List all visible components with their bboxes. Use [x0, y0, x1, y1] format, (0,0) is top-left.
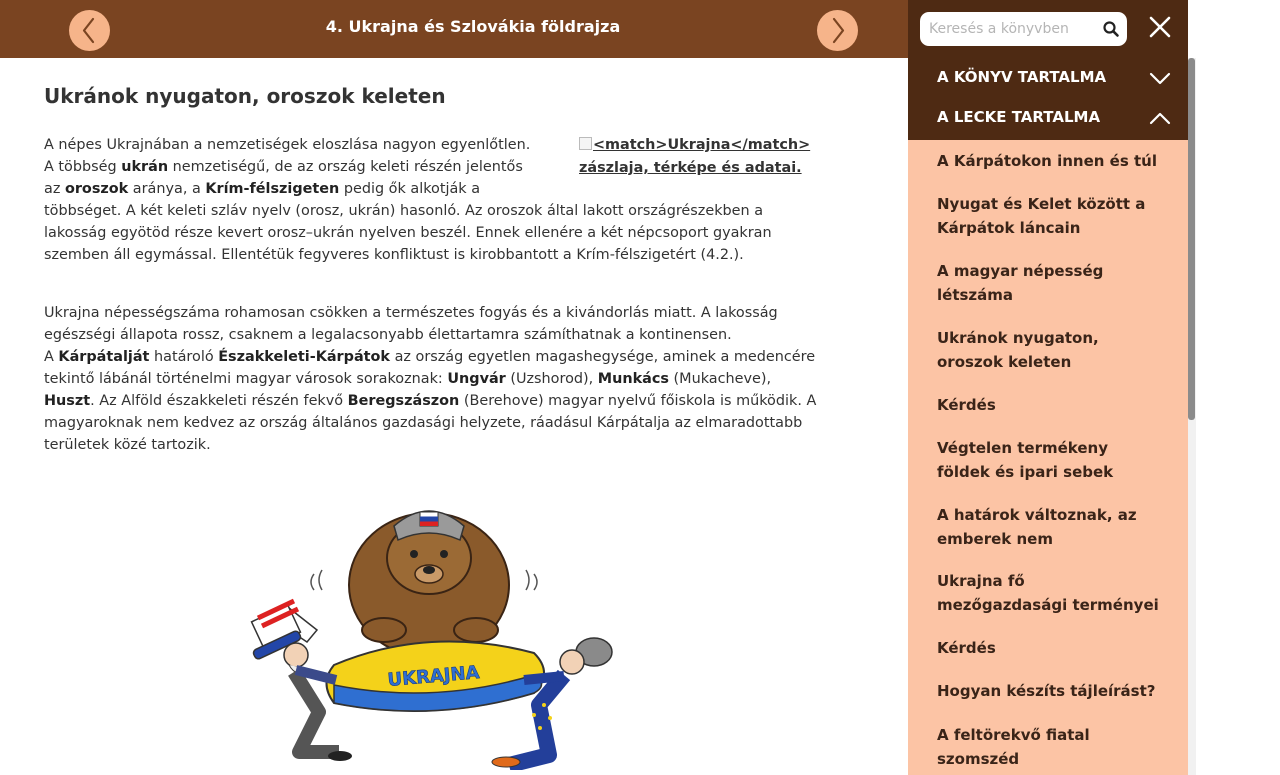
previous-chapter-button[interactable]	[69, 10, 110, 51]
broken-image-icon	[579, 137, 592, 150]
text: aránya, a	[128, 181, 206, 197]
section-heading: Ukránok nyugaton, oroszok keleten	[44, 84, 446, 108]
paragraph-1	[44, 134, 824, 266]
scrollbar-thumb[interactable]	[1188, 58, 1195, 420]
term-eszakkeleti-karpatok: Északkeleti-Kárpátok	[218, 349, 390, 365]
term-huszt: Huszt	[44, 393, 91, 409]
close-icon[interactable]	[1148, 15, 1172, 39]
term-oroszok: oroszok	[64, 181, 129, 197]
text: A	[44, 349, 59, 365]
book-contents-toggle[interactable]	[908, 58, 1188, 98]
toc-item[interactable]: Nyugat és Kelet között a Kárpátok láncain	[937, 195, 1146, 237]
text: (Uzshorod),	[505, 371, 598, 387]
text: az ország egyetlen magashegysége, aminek a medencére tekintő lábánál történelmi magyar városok sorakoznak:	[44, 349, 816, 387]
book-contents-label: A KÖNYV TARTALMA	[937, 68, 1107, 86]
toc-item[interactable]: Kérdés	[937, 639, 996, 657]
toc-item[interactable]: A határok változnak, az emberek nem	[937, 506, 1137, 548]
term-krim: Krím-félszigeten	[205, 181, 340, 197]
image-caption-line1: <match>Ukrajna</match>	[593, 137, 811, 153]
toc-item[interactable]: Ukrajna fő mezőgazdasági terményei	[937, 572, 1159, 614]
lesson-contents-label: A LECKE TARTALMA	[937, 108, 1101, 126]
toc-item[interactable]: Végtelen termékeny földek és ipari sebek	[937, 439, 1114, 481]
search-input[interactable]	[929, 19, 1101, 39]
term-ungvar: Ungvár	[447, 371, 506, 387]
term-ukran: ukrán	[121, 159, 169, 175]
text: (Mukacheve),	[668, 371, 772, 387]
paragraph-2	[44, 302, 824, 456]
toc-item[interactable]: A Kárpátokon innen és túl	[937, 152, 1157, 170]
ukraine-tug-of-war-cartoon	[244, 490, 624, 770]
text: határoló	[149, 349, 219, 365]
search-box	[920, 12, 1127, 46]
text: Ukrajna népességszáma rohamosan csökken a természetes fogyás és a kivándorlás miatt. A lakosság egészségi állapota rossz, csaknem a legalacsonyabb élettartamra számíthatnak a kontinensen.	[44, 305, 778, 343]
chapter-title: 4. Ukrajna és Szlovákia földrajza	[325, 17, 621, 36]
cartoon-label: UKRAJNA	[386, 662, 481, 691]
text: pedig ők alkotják a többséget. A két keleti szláv nyelv (orosz, ukrán) hasonló. Az oroszok által lakott országrészekben a lakosság egyötöd része kevert orosz–ukrán nyelven beszél. Ennek ellenére a két népcsoport gyakran szemben áll egymással. Ellentétük fegyveres konfliktust is kirobbantott a Krím-félszigetért (4.2.).	[44, 181, 772, 263]
text: . Az Alföld északkeleti részén fekvő	[90, 393, 348, 409]
term-beregszasz: Beregszászon	[347, 393, 460, 409]
search-icon[interactable]	[1102, 20, 1120, 38]
toc-item[interactable]: A magyar népesség létszáma	[937, 262, 1104, 304]
toc-item[interactable]: A feltörekvő fiatal szomszéd	[937, 726, 1090, 768]
image-link[interactable]	[579, 137, 810, 176]
term-karpatalja: Kárpátalját	[58, 349, 150, 365]
next-chapter-button[interactable]	[817, 10, 858, 51]
chevron-down-icon	[1149, 69, 1171, 87]
text: (Berehove) magyar nyelvű főiskola is működik. A magyaroknak nem kedvez az ország általános gazdasági helyzete, ráadásul Kárpátalja az elmaradottabb területek közé tartozik.	[44, 393, 817, 453]
toc-item[interactable]: Hogyan készíts tájleírást?	[937, 682, 1156, 700]
lesson-contents-toggle[interactable]	[908, 98, 1188, 138]
chevron-left-icon	[69, 10, 110, 51]
chevron-right-icon	[817, 10, 858, 51]
toc-item[interactable]: Kérdés	[937, 396, 996, 414]
term-munkacs: Munkács	[597, 371, 669, 387]
flag-map-image-link[interactable]	[579, 134, 824, 180]
text: A népes Ukrajnában a nemzetiségek eloszlása nagyon egyenlőtlen. A többség	[44, 137, 531, 175]
top-bar	[0, 0, 908, 58]
text: nemzetiségű, de az ország keleti részén jelentős az	[44, 159, 523, 197]
toc-item[interactable]: Ukránok nyugaton, oroszok keleten	[937, 329, 1099, 371]
side-panel	[908, 0, 1188, 775]
chevron-up-icon	[1149, 109, 1171, 127]
image-caption-line2: zászlaja, térképe és adatai.	[579, 160, 802, 176]
